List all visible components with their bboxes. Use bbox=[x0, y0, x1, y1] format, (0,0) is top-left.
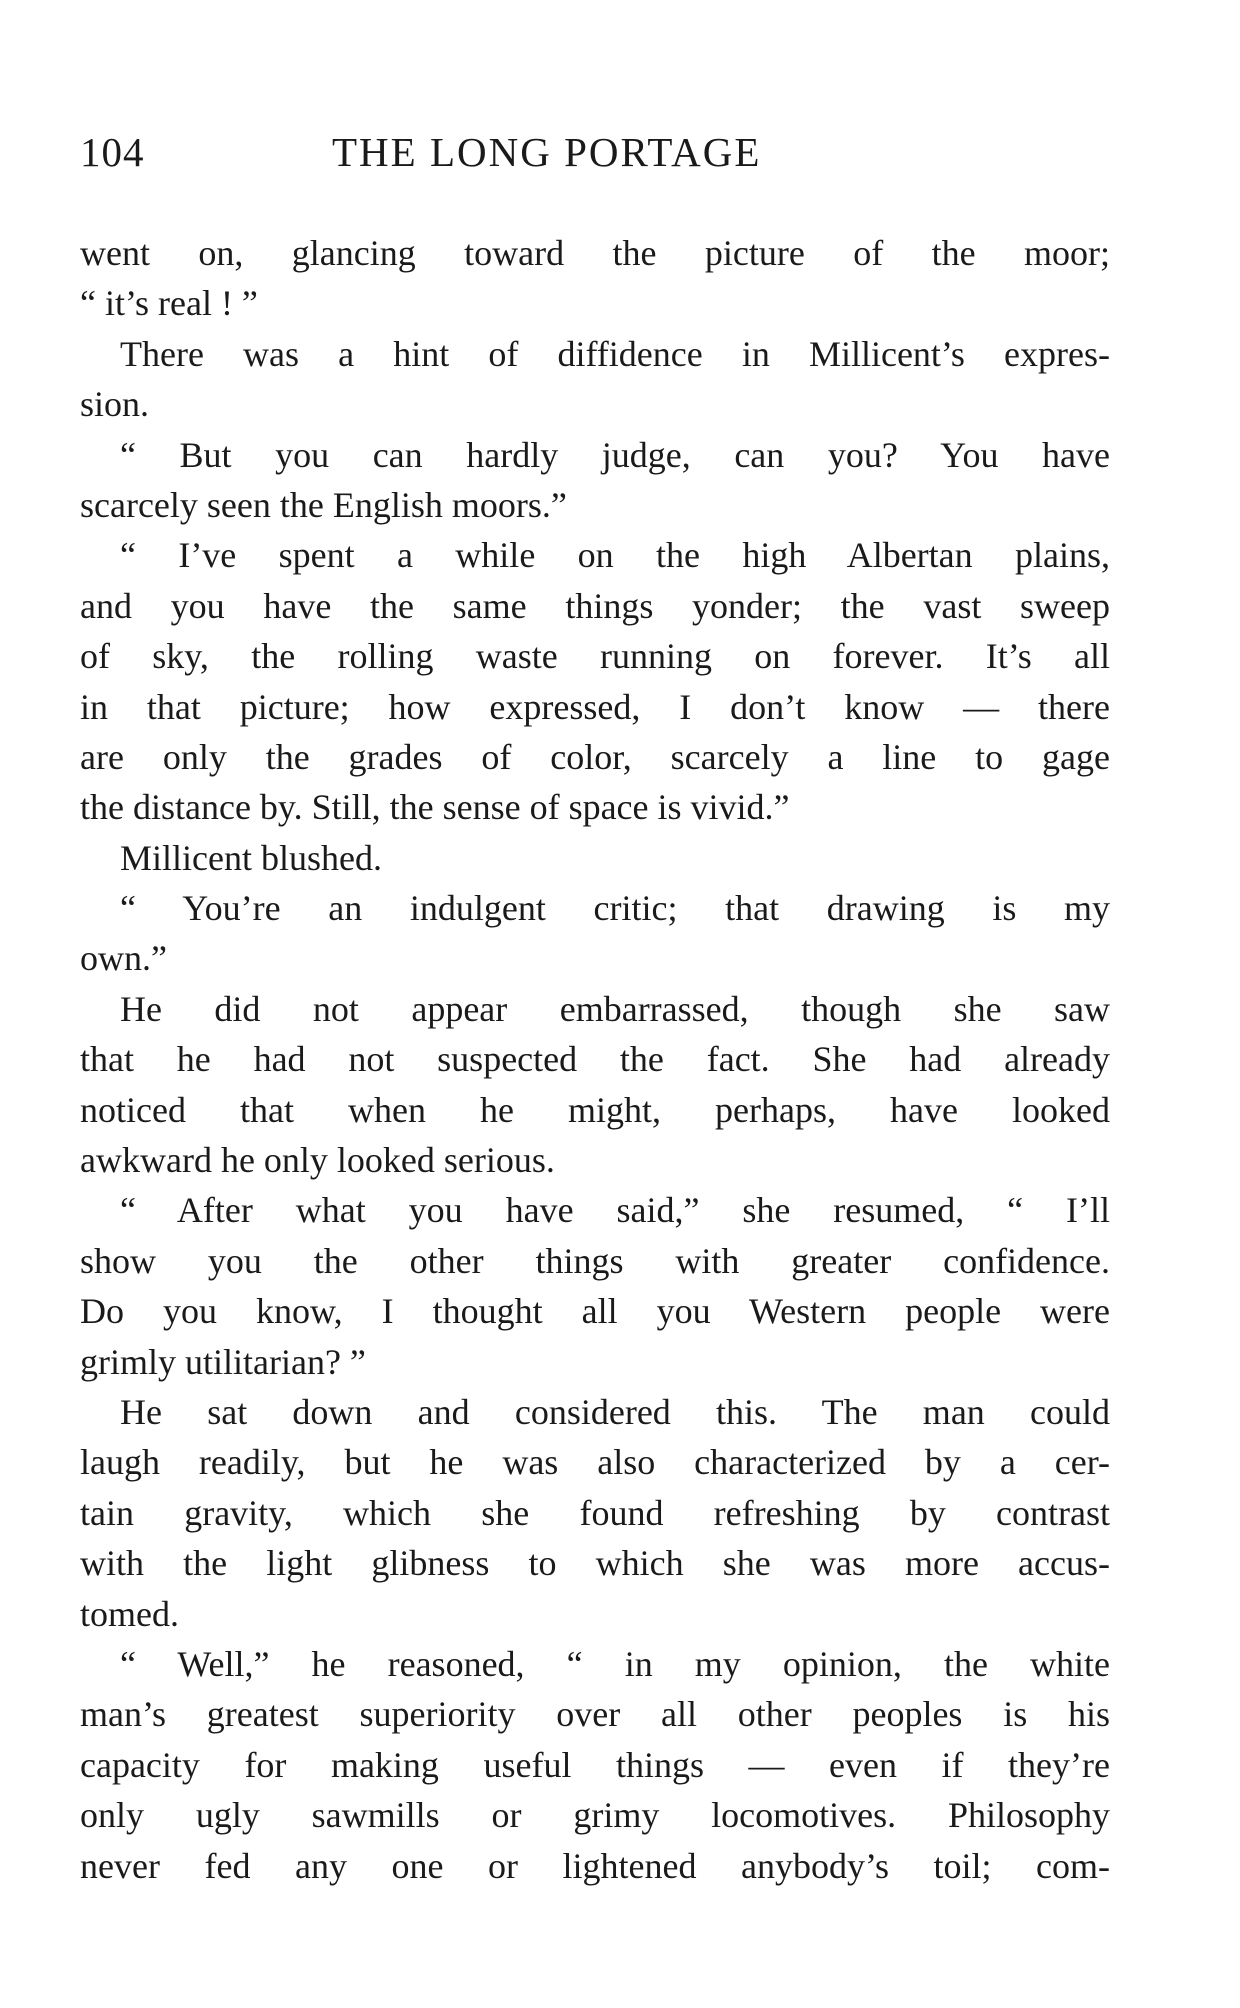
text-line: with the light glibness to which she was more accus- bbox=[80, 1543, 1110, 1584]
text-line: Millicent blushed. bbox=[120, 837, 382, 878]
text-line: noticed that when he might, perhaps, have looked bbox=[80, 1089, 1110, 1130]
text-line: He did not appear embarrassed, though she saw bbox=[120, 988, 1110, 1029]
text-line: grimly utilitarian? ” bbox=[80, 1341, 366, 1382]
text-line: went on, glancing toward the picture of the moor; bbox=[80, 233, 1110, 273]
book-page bbox=[80, 128, 1110, 1891]
page-number: 104 bbox=[80, 129, 145, 175]
text-line: only ugly sawmills or grimy locomotives. Philosophy bbox=[80, 1795, 1110, 1836]
text-line: that he had not suspected the fact. She had already bbox=[80, 1039, 1110, 1080]
text-line: of sky, the rolling waste running on forever. It’s all bbox=[80, 636, 1110, 677]
running-title: THE LONG PORTAGE bbox=[332, 129, 762, 175]
text-line: are only the grades of color, scarcely a line to gage bbox=[80, 736, 1110, 777]
text-line: tain gravity, which she found refreshing by contrast bbox=[80, 1492, 1110, 1533]
text-line: man’s greatest superiority over all other peoples is his bbox=[80, 1694, 1110, 1735]
text-line: “ After what you have said,” she resumed, “ I’ll bbox=[120, 1190, 1110, 1231]
text-line: “ I’ve spent a while on the high Albertan plains, bbox=[120, 535, 1110, 576]
body-text bbox=[80, 228, 1110, 1891]
text-line: capacity for making useful things — even if they’re bbox=[80, 1744, 1110, 1785]
text-line: “ it’s real ! ” bbox=[80, 283, 258, 324]
text-line: tomed. bbox=[80, 1593, 179, 1634]
text-line: scarcely seen the English moors.” bbox=[80, 484, 567, 525]
text-line: sion. bbox=[80, 384, 150, 425]
text-line: He sat down and considered this. The man could bbox=[120, 1391, 1110, 1432]
text-line: “ You’re an indulgent critic; that drawing is my bbox=[120, 888, 1110, 929]
text-line: “ But you can hardly judge, can you? You have bbox=[120, 434, 1110, 475]
text-line: awkward he only looked serious. bbox=[80, 1140, 555, 1181]
text-line: show you the other things with greater confidence. bbox=[80, 1240, 1110, 1281]
page-header bbox=[80, 128, 1110, 184]
text-line: laugh readily, but he was also characterized by a cer- bbox=[80, 1442, 1110, 1483]
text-line: “ Well,” he reasoned, “ in my opinion, the white bbox=[120, 1643, 1110, 1684]
text-line: and you have the same things yonder; the vast sweep bbox=[80, 585, 1110, 626]
text-line: in that picture; how expressed, I don’t know — there bbox=[80, 686, 1110, 727]
text-line: There was a hint of diffidence in Millicent’s expres- bbox=[120, 333, 1110, 374]
text-line: Do you know, I thought all you Western people were bbox=[80, 1291, 1110, 1332]
text-line: own.” bbox=[80, 938, 167, 979]
text-line: never fed any one or lightened anybody’s toil; com- bbox=[80, 1845, 1110, 1886]
text-line: the distance by. Still, the sense of space is vivid.” bbox=[80, 787, 790, 828]
